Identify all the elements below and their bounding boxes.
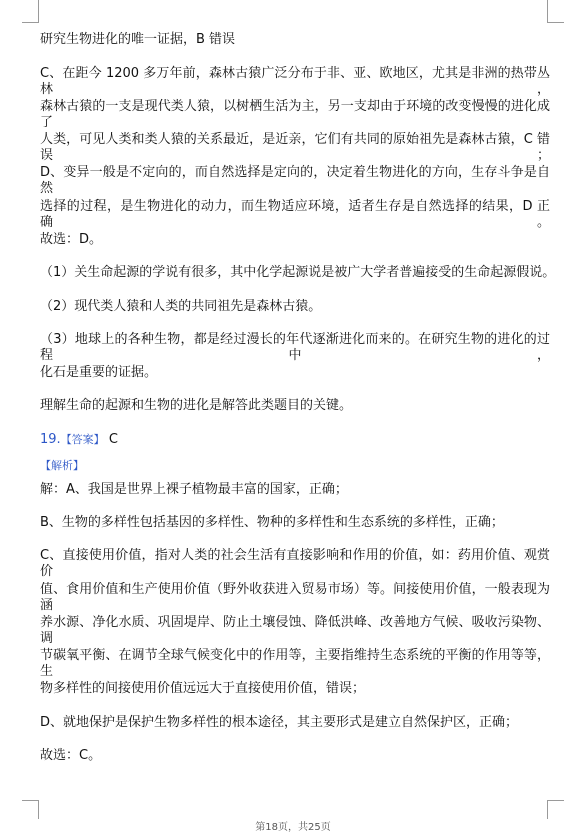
question-number: 19. <box>40 432 61 447</box>
text-line: C、在距今 1200 多万年前，森林古猿广泛分布于非、亚、欧地区，尤其是非洲的热带丛林， <box>40 66 550 97</box>
text-line: （2）现代类人猿和人类的共同祖先是森林古猿。 <box>40 299 322 314</box>
answer-tag: 【答案】 <box>60 433 105 446</box>
text-line: D、变异一般是不定向的，而自然选择是定向的，决定着生物进化的方向，生存斗争是自然 <box>40 165 550 196</box>
text-line: 研究生物进化的唯一证据，B 错误 <box>40 32 236 47</box>
text-line: D、就地保护是保护生物多样性的根本途径，其主要形式是建立自然保护区，正确； <box>40 715 519 730</box>
text-line: 解：A、我国是世界上裸子植物最丰富的国家，正确； <box>40 482 348 497</box>
text-line: C、直接使用价值，指对人类的社会生活有直接影响和作用的价值，如：药用价值、观赏价 <box>40 548 550 579</box>
answer-value: C <box>108 432 118 447</box>
text-line: 物多样性的间接使用价值远远大于直接使用价值，错误； <box>40 681 366 696</box>
text-line: 值、食用价值和生产使用价值（野外收获进入贸易市场）等。间接使用价值，一般表现为涵 <box>40 582 550 613</box>
text-line: 故选：C。 <box>40 748 102 763</box>
text-line: 养水源、净化水质、巩固堤岸、防止土壤侵蚀、降低洪峰、改善地方气候、吸收污染物、调 <box>40 615 550 646</box>
text-line: （3）地球上的各种生物，都是经过漫长的年代逐渐进化而来的。在研究生物的进化的过程中， <box>40 332 550 363</box>
question-19-answer-line <box>40 432 118 448</box>
text-line: （1）关生命起源的学说有很多，其中化学起源说是被广大学者普遍接受的生命起源假说。 <box>40 265 556 280</box>
text-line: 理解生命的起源和生物的进化是解答此类题目的关键。 <box>40 398 353 413</box>
text-line: 化石是重要的证据。 <box>40 365 158 380</box>
text-line: 节碳氧平衡、在调节全球气候变化中的作用等，主要指维持生态系统的平衡的作用等等，生 <box>40 648 550 679</box>
text-line: 森林古猿的一支是现代类人猿，以树栖生活为主，另一支却由于环境的改变慢慢的进化成了 <box>40 99 550 130</box>
crop-mark-top-left <box>22 0 39 23</box>
page-footer: 第18页，共25页 <box>255 822 331 833</box>
text-line: B、生物的多样性包括基因的多样性、物种的多样性和生态系统的多样性，正确； <box>40 515 504 530</box>
text-line: 故选：D。 <box>40 232 103 247</box>
crop-mark-bottom-left <box>22 800 39 819</box>
crop-mark-top-right <box>547 0 564 23</box>
analysis-tag: 【解析】 <box>40 459 84 472</box>
text-line: 选择的过程，是生物进化的动力，而生物适应环境，适者生存是自然选择的结果，D 正确。 <box>40 199 550 230</box>
text-line: 人类，可见人类和类人猿的关系最近，是近亲，它们有共同的原始祖先是森林古猿，C 错误； <box>40 132 550 163</box>
crop-mark-bottom-right <box>547 800 564 819</box>
